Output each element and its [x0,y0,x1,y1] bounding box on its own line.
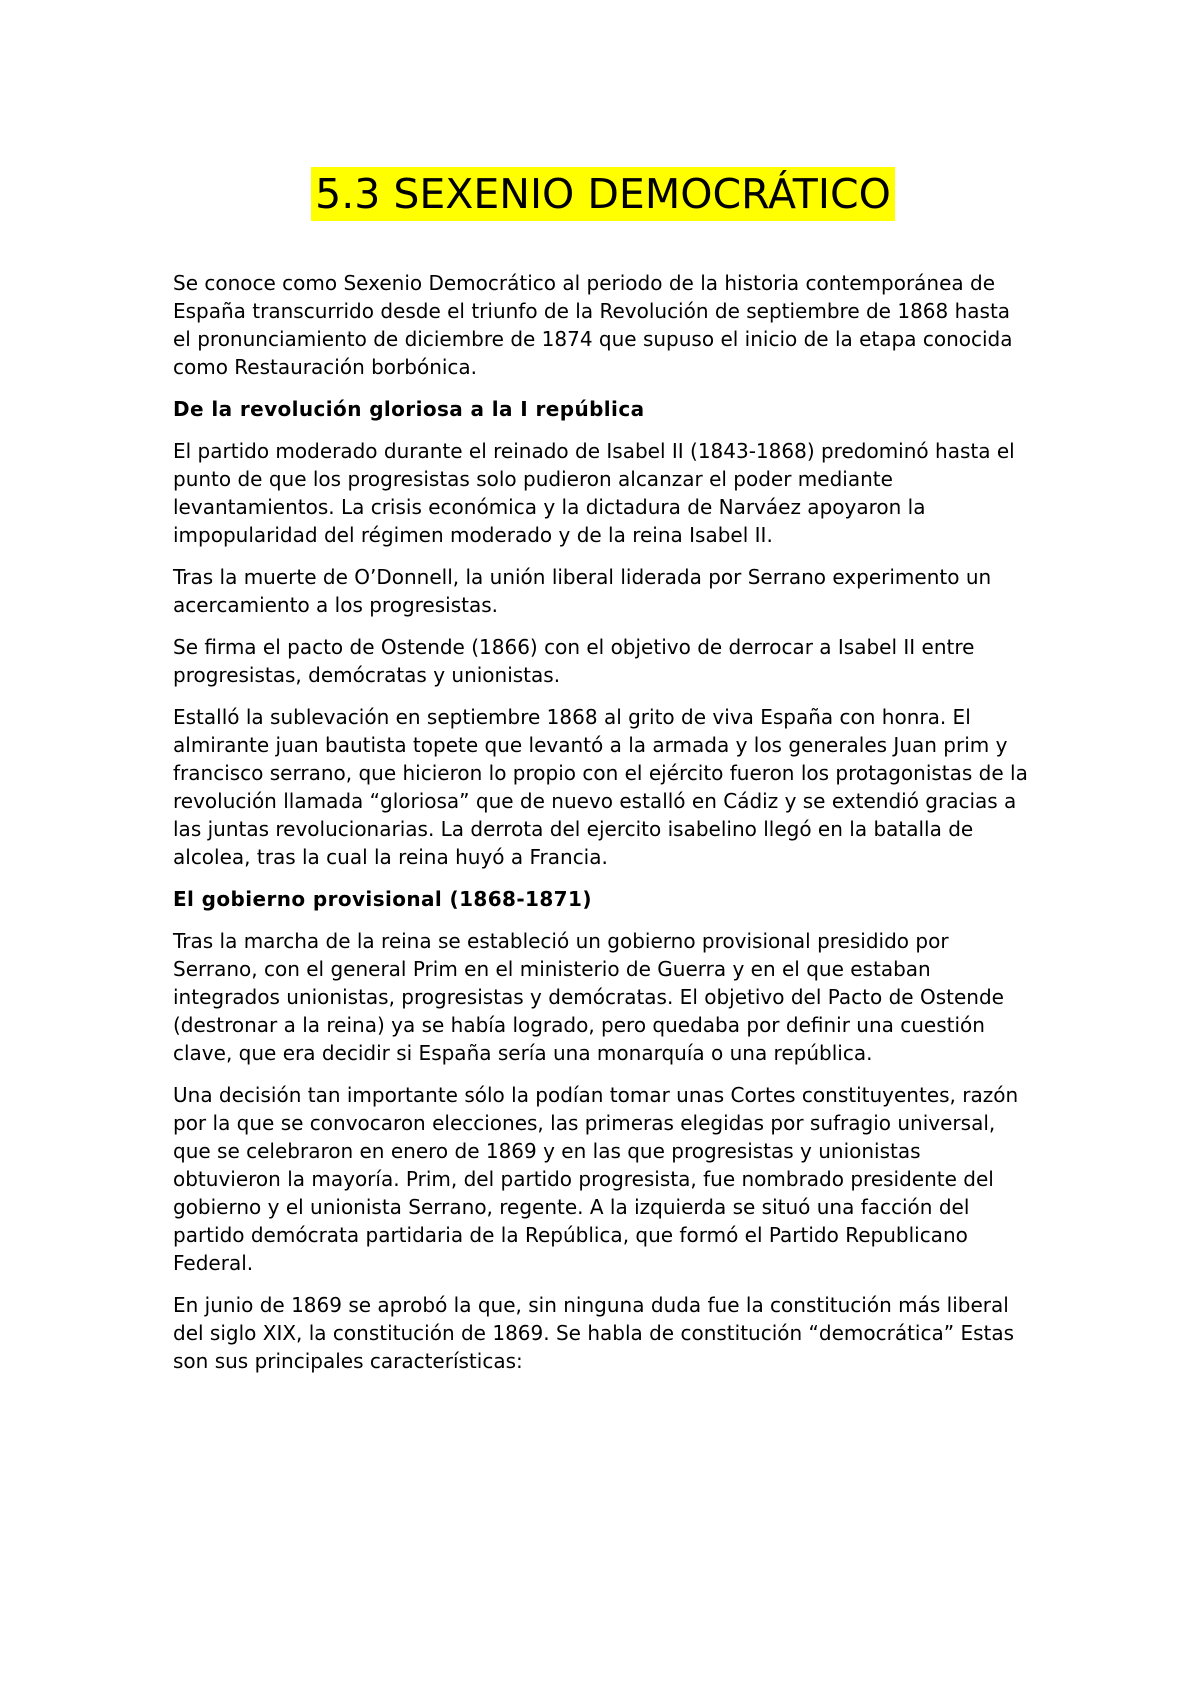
document-page [173,140,1033,1389]
section1-paragraph-2: Tras la muerte de O’Donnell, la unión liberal liderada por Serrano experimento un acercamiento a los progresistas. [173,564,992,617]
section2-paragraph-1: Tras la marcha de la reina se estableció un gobierno provisional presidido por Serrano, con el general Prim en el ministerio de Guerra y en el que estaban integrados unionistas, progresistas y demócratas. El objetivo del Pacto de Ostende (destronar a la reina) ya se había logrado, pero quedaba por definir una cuestión clave, que era decidir si España sería una monarquía o una república. [173,928,1004,1065]
section-heading-revolucion: De la revolución gloriosa a la I república [173,396,645,421]
section2-paragraph-2: Una decisión tan importante sólo la podían tomar unas Cortes constituyentes, razón por la que se convocaron elecciones, las primeras elegidas por sufragio universal, que se celebraron en enero de 1869 y en las que progresistas y unionistas obtuvieron la mayoría. Prim, del partido progresista, fue nombrado presidente del gobierno y el unionista Serrano, regente. A la izquierda se situó una facción del partido demócrata partidaria de la República, que formó el Partido Republicano Federal. [173,1082,1019,1275]
page-title: 5.3 SEXENIO DEMOCRÁTICO [311,167,895,221]
section-heading-gobierno-provisional: El gobierno provisional (1868-1871) [173,886,592,911]
title-wrapper [173,140,1033,249]
section2-paragraph-3: En junio de 1869 se aprobó la que, sin ninguna duda fue la constitución más liberal del siglo XIX, la constitución de 1869. Se habla de constitución “democrática” Estas son sus principales características: [173,1292,1015,1373]
intro-paragraph: Se conoce como Sexenio Democrático al periodo de la historia contemporánea de España transcurrido desde el triunfo de la Revolución de septiembre de 1868 hasta el pronunciamiento de diciembre de 1874 que supuso el inicio de la etapa conocida como Restauración borbónica. [173,270,1013,379]
section1-paragraph-3: Se firma el pacto de Ostende (1866) con el objetivo de derrocar a Isabel II entre progresistas, demócratas y unionistas. [173,634,975,687]
section1-paragraph-4: Estalló la sublevación en septiembre 1868 al grito de viva España con honra. El almirante juan bautista topete que levantó a la armada y los generales Juan prim y francisco serrano, que hicieron lo propio con el ejército fueron los protagonistas de la revolución llamada “gloriosa” que de nuevo estalló en Cádiz y se extendió gracias a las juntas revolucionarias. La derrota del ejercito isabelino llegó en la batalla de alcolea, tras la cual la reina huyó a Francia. [173,704,1028,869]
section1-paragraph-1: El partido moderado durante el reinado de Isabel II (1843-1868) predominó hasta el punto de que los progresistas solo pudieron alcanzar el poder mediante levantamientos. La crisis económica y la dictadura de Narváez apoyaron la impopularidad del régimen moderado y de la reina Isabel II. [173,438,1015,547]
